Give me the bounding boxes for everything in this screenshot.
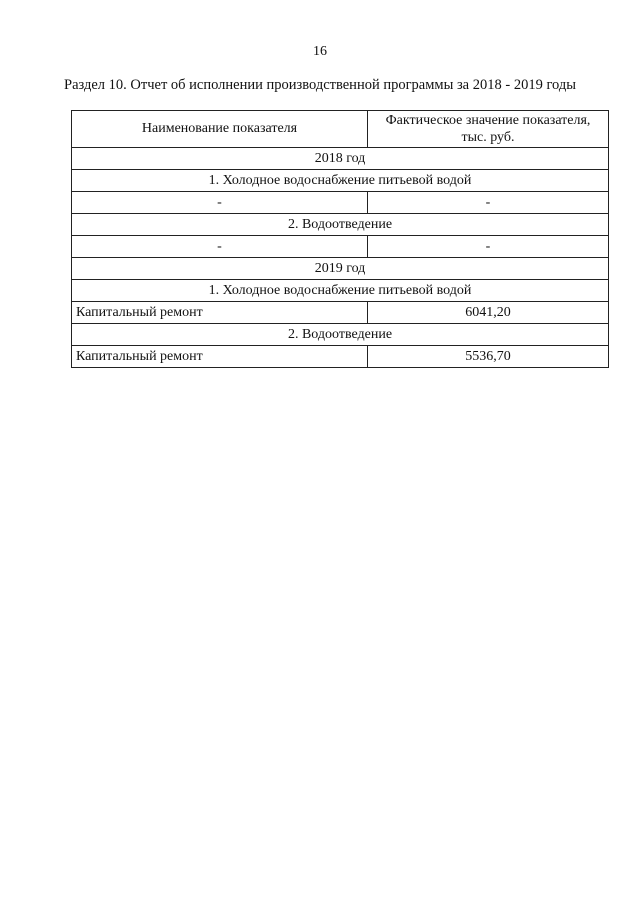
- row-name-cell: Капитальный ремонт: [72, 302, 368, 324]
- group-2018-wastewater-title: 2. Водоотведение: [72, 214, 609, 236]
- section-title: Раздел 10. Отчет об исполнении производственной программы за 2018 - 2019 годы: [64, 77, 576, 93]
- table-row: [72, 192, 609, 214]
- group-2019-wastewater-row: [72, 324, 609, 346]
- year-2018-row: [72, 148, 609, 170]
- row-value-cell: -: [368, 192, 609, 214]
- row-name-cell: -: [72, 236, 368, 258]
- group-2019-water-supply-title: 1. Холодное водоснабжение питьевой водой: [72, 280, 609, 302]
- year-2018-label: 2018 год: [72, 148, 609, 170]
- table-header-row: [72, 111, 609, 148]
- year-2019-row: [72, 258, 609, 280]
- row-value-cell: 6041,20: [368, 302, 609, 324]
- group-2018-water-supply-row: [72, 170, 609, 192]
- header-indicator-name: Наименование показателя: [72, 111, 368, 148]
- group-2019-wastewater-title: 2. Водоотведение: [72, 324, 609, 346]
- row-value-cell: -: [368, 236, 609, 258]
- group-2018-wastewater-row: [72, 214, 609, 236]
- group-2019-water-supply-row: [72, 280, 609, 302]
- row-name-cell: -: [72, 192, 368, 214]
- group-2018-water-supply-title: 1. Холодное водоснабжение питьевой водой: [72, 170, 609, 192]
- row-name-cell: Капитальный ремонт: [72, 346, 368, 368]
- table-row: [72, 236, 609, 258]
- row-value-cell: 5536,70: [368, 346, 609, 368]
- production-program-report-table: [71, 110, 609, 368]
- table-row: [72, 346, 609, 368]
- page-number: 16: [313, 44, 327, 59]
- year-2019-label: 2019 год: [72, 258, 609, 280]
- table-row: [72, 302, 609, 324]
- header-actual-value: Фактическое значение показателя, тыс. руб.: [368, 111, 609, 148]
